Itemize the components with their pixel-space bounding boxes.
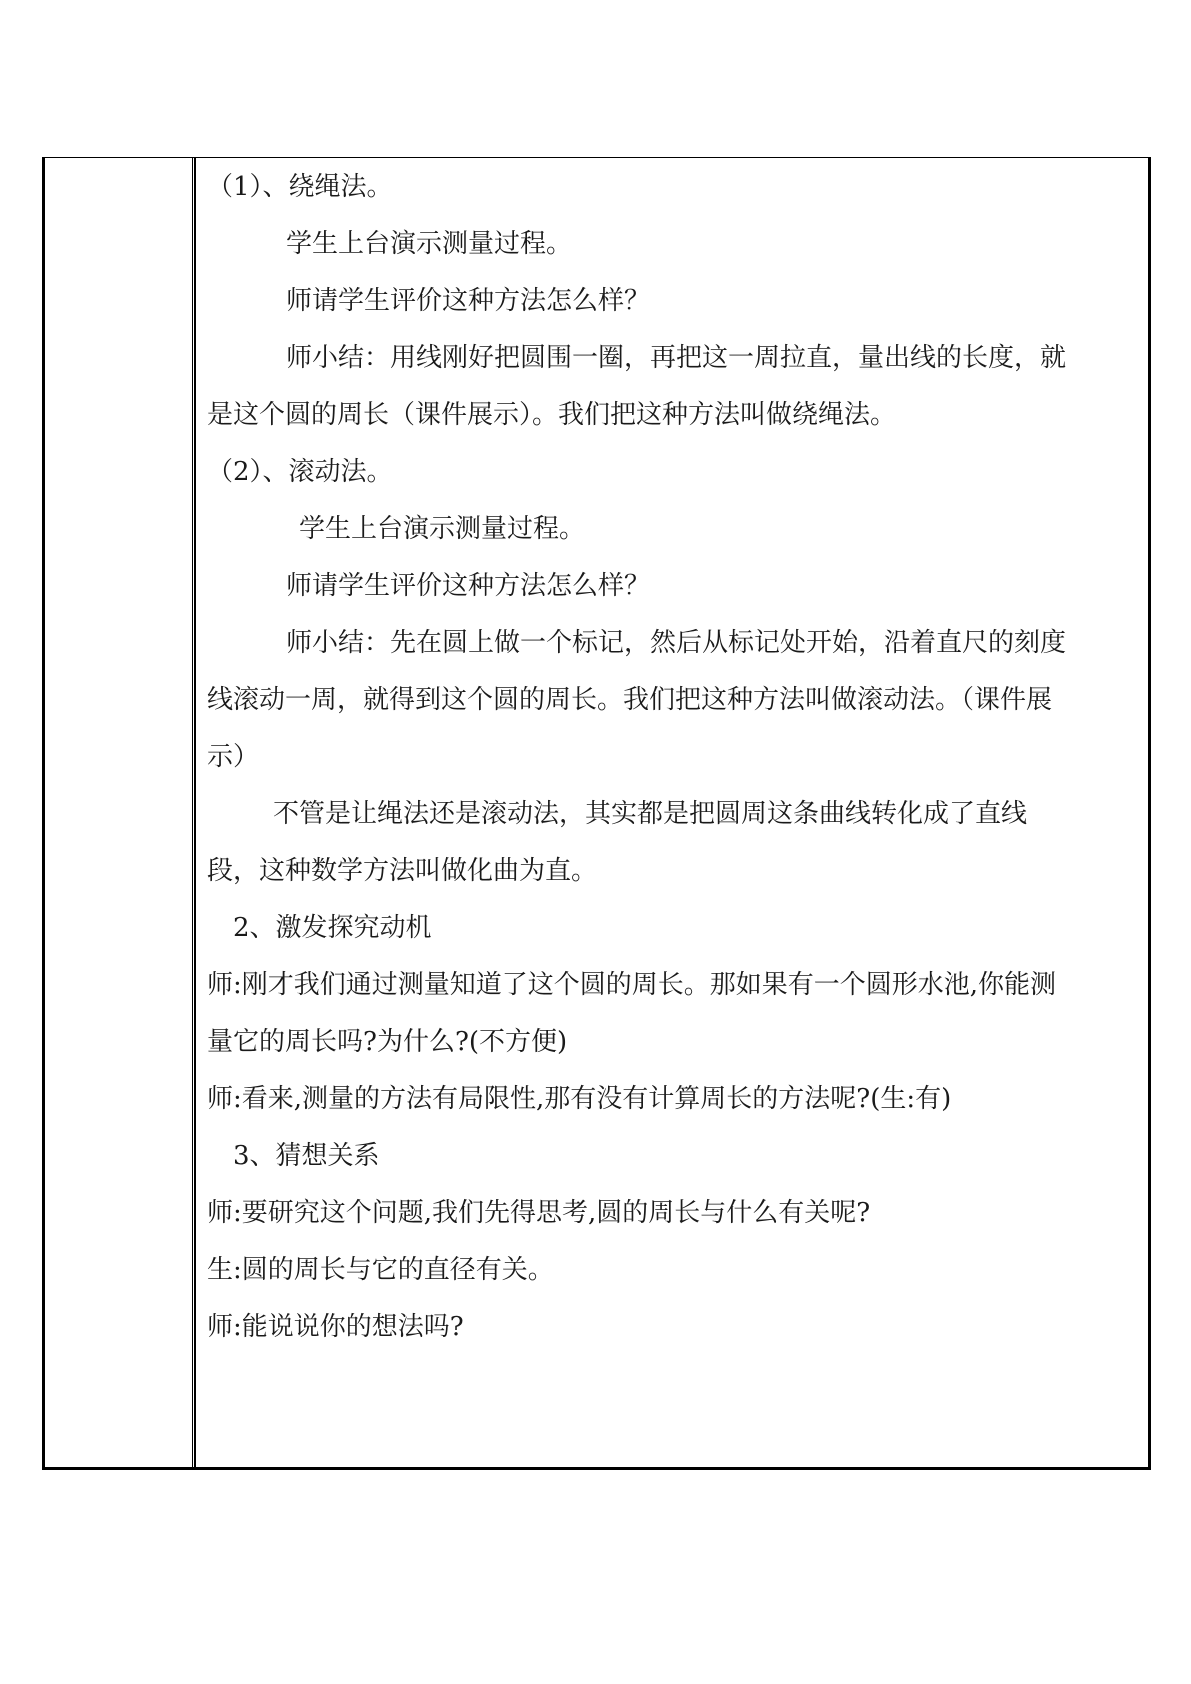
text-line: 3、猜想关系: [233, 1141, 380, 1171]
text-line: 线滚动一周，就得到这个圆的周长。我们把这种方法叫做滚动法。（课件展: [207, 685, 1053, 715]
text-line: （2）、滚动法。: [207, 457, 393, 487]
text-line: 师请学生评价这种方法怎么样？: [286, 286, 651, 316]
text-line: 量它的周长吗?为什么?(不方便): [207, 1027, 568, 1057]
text-line: 不管是让绳法还是滚动法，其实都是把圆周这条曲线转化成了直线: [273, 799, 1028, 829]
text-line: 学生上台演示测量过程。: [286, 229, 573, 259]
text-line: 2、激发探究动机: [233, 913, 432, 943]
text-line: 师请学生评价这种方法怎么样？: [286, 571, 651, 601]
text-line: 生:圆的周长与它的直径有关。: [207, 1255, 554, 1285]
text-line: 是这个圆的周长（课件展示）。我们把这种方法叫做绕绳法。: [207, 400, 897, 430]
text-line: 示）: [207, 742, 260, 772]
text-line: 师小结：先在圆上做一个标记，然后从标记处开始，沿着直尺的刻度: [286, 628, 1067, 658]
text-line: 学生上台演示测量过程。: [299, 514, 586, 544]
text-line: （1）、绕绳法。: [207, 172, 393, 202]
text-line: 师:能说说你的想法吗?: [207, 1312, 464, 1342]
lesson-plan-table: [42, 157, 1151, 1470]
text-line: 师:要研究这个问题,我们先得思考,圆的周长与什么有关呢?: [207, 1198, 871, 1228]
text-line: 段，这种数学方法叫做化曲为直。: [207, 856, 598, 886]
column-divider: [192, 158, 196, 1467]
text-line: 师:刚才我们通过测量知道了这个圆的周长。那如果有一个圆形水池,你能测: [207, 970, 1057, 1000]
text-line: 师:看来,测量的方法有局限性,那有没有计算周长的方法呢?(生:有): [207, 1084, 952, 1114]
text-line: 师小结：用线刚好把圆围一圈，再把这一周拉直，量出线的长度，就: [286, 343, 1067, 373]
